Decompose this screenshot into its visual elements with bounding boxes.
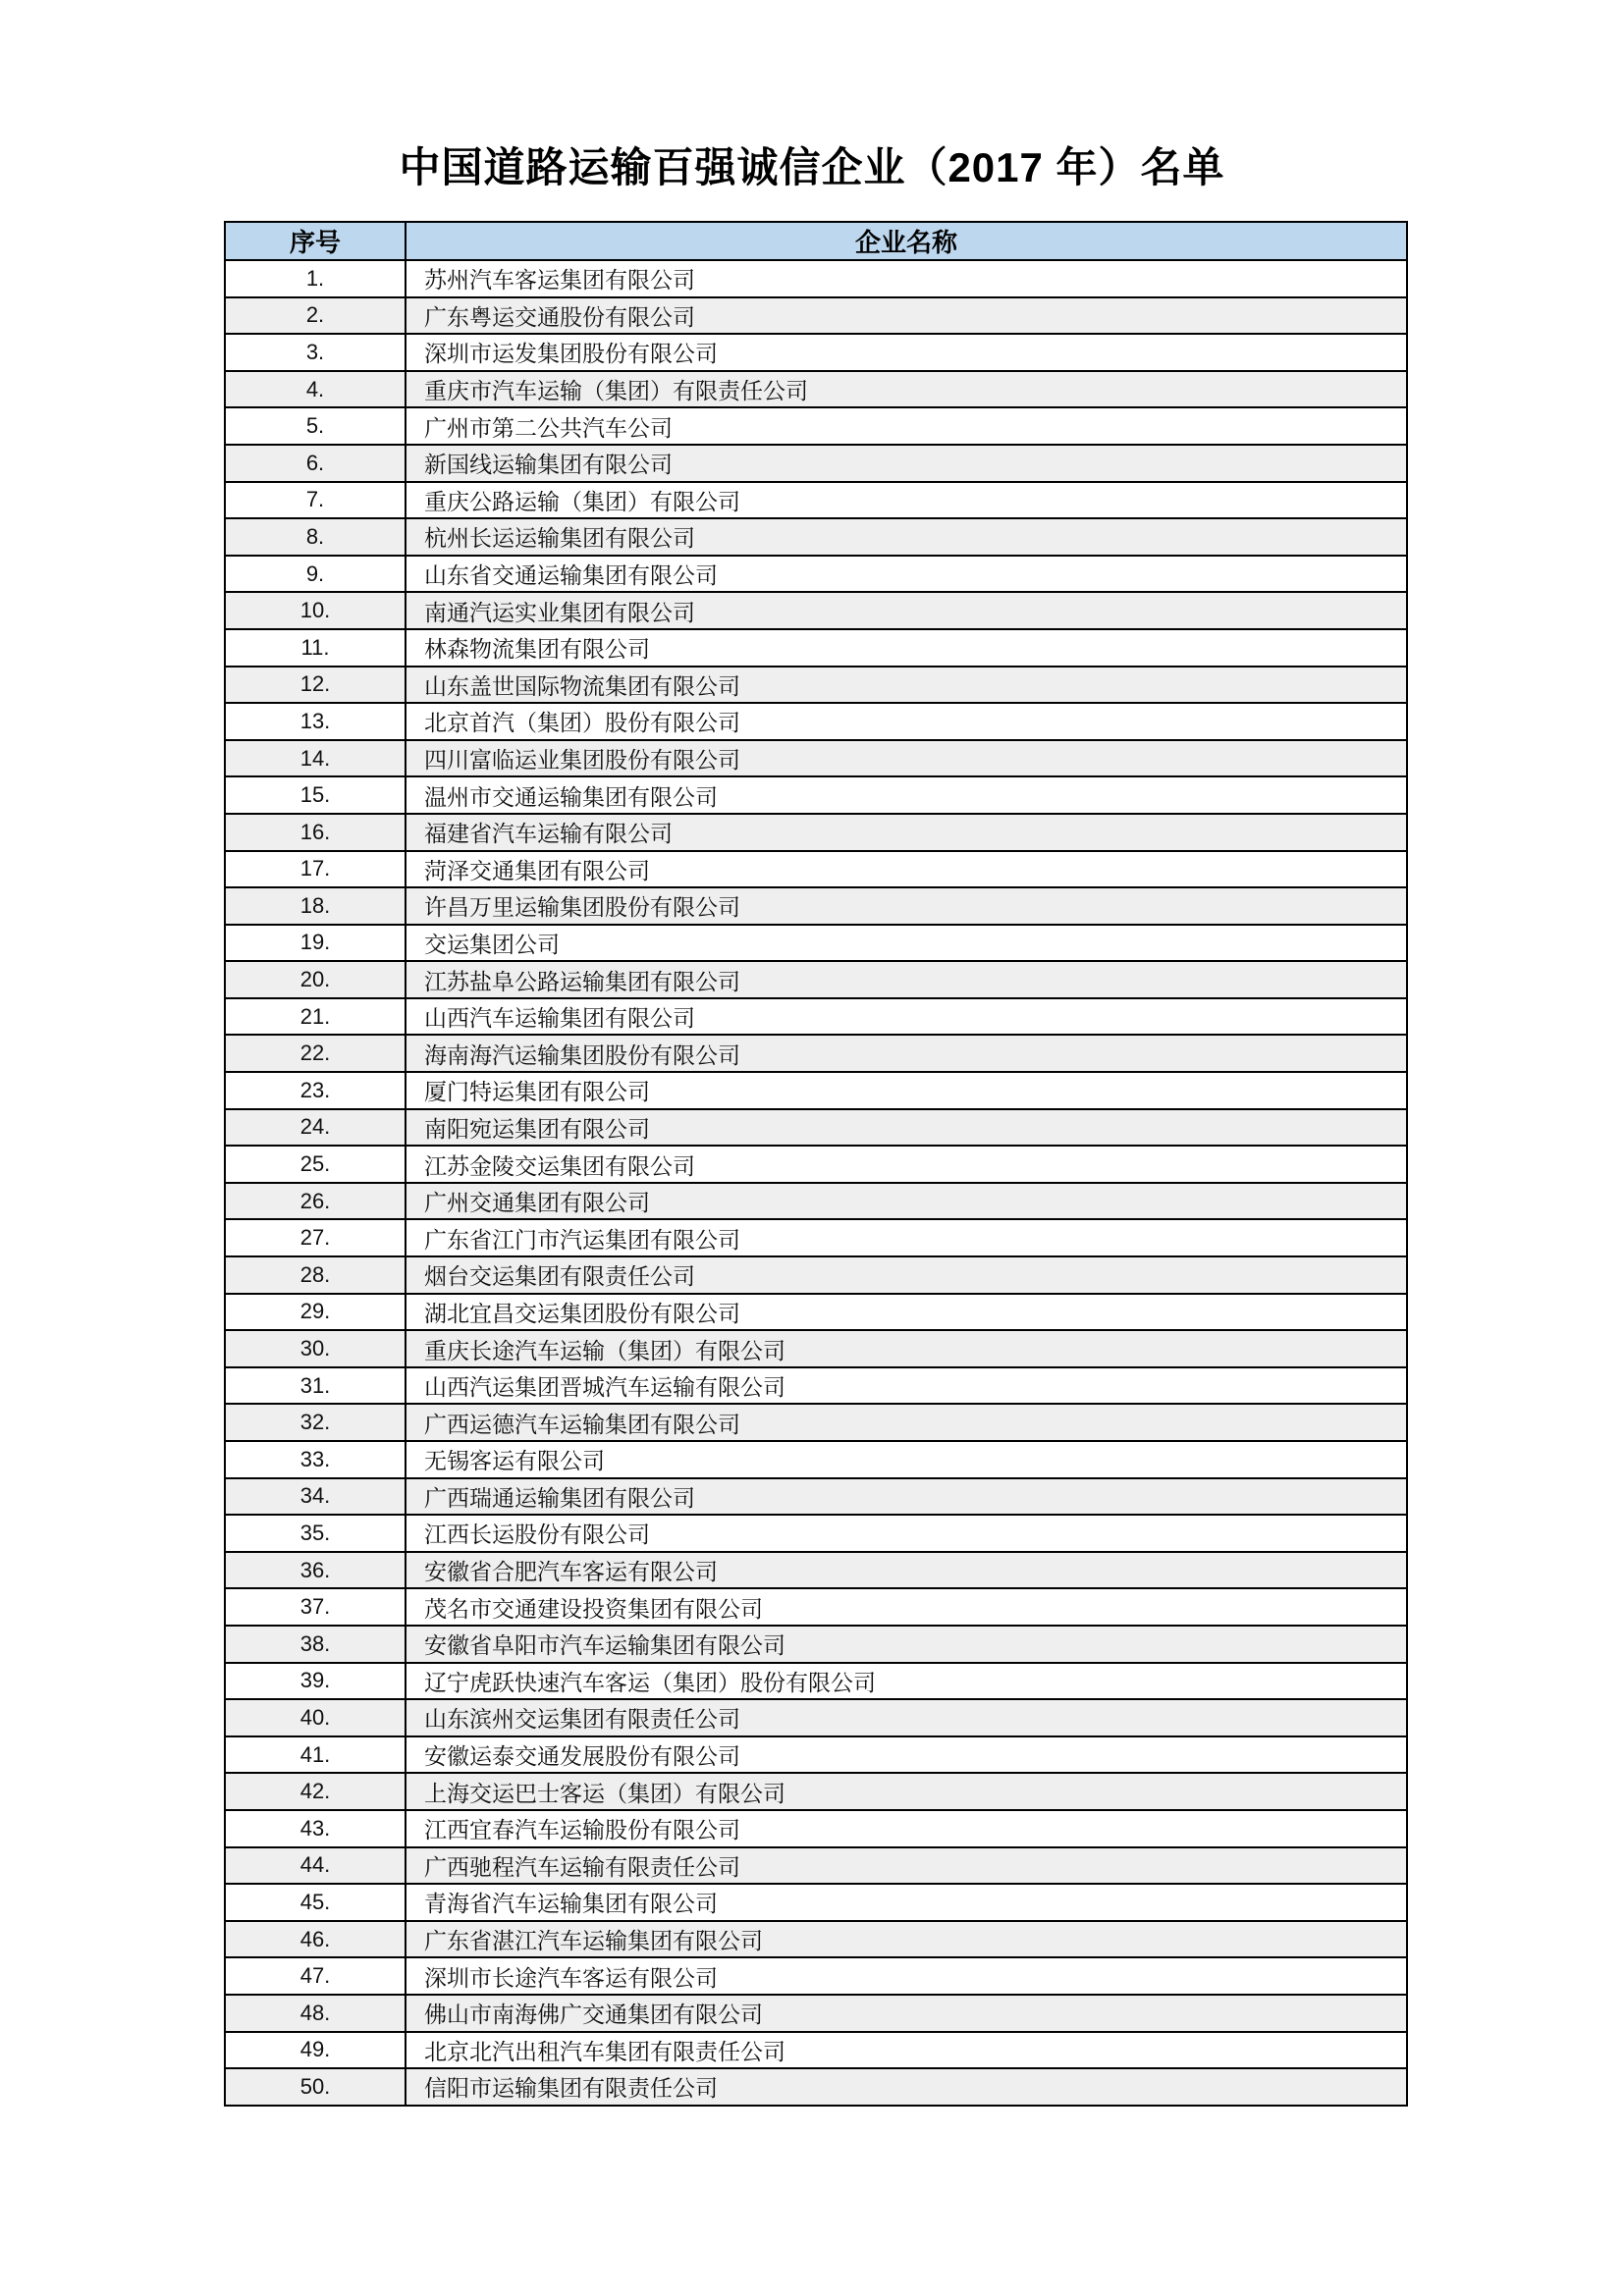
- serial-number-cell: 22.: [225, 1035, 406, 1072]
- company-name-cell: 信阳市运输集团有限责任公司: [406, 2068, 1407, 2106]
- company-name-cell: 辽宁虎跃快速汽车客运（集团）股份有限公司: [406, 1663, 1407, 1700]
- table-row: [225, 1035, 1407, 1072]
- table-row: [225, 925, 1407, 962]
- serial-number-cell: 18.: [225, 887, 406, 925]
- table-row: [225, 371, 1407, 408]
- company-name-cell: 许昌万里运输集团股份有限公司: [406, 887, 1407, 925]
- table-row: [225, 629, 1407, 667]
- company-name-cell: 安徽运泰交通发展股份有限公司: [406, 1736, 1407, 1774]
- serial-number-cell: 21.: [225, 998, 406, 1036]
- serial-number-cell: 45.: [225, 1884, 406, 1921]
- table-row: [225, 407, 1407, 445]
- table-row: [225, 1256, 1407, 1294]
- company-name-cell: 茂名市交通建设投资集团有限公司: [406, 1588, 1407, 1626]
- table-row: [225, 592, 1407, 629]
- table-row: [225, 1663, 1407, 1700]
- company-name-cell: 南通汽运实业集团有限公司: [406, 592, 1407, 629]
- serial-number-cell: 50.: [225, 2068, 406, 2106]
- company-name-cell: 广东省湛江汽车运输集团有限公司: [406, 1921, 1407, 1958]
- table-row: [225, 1367, 1407, 1405]
- serial-number-cell: 8.: [225, 518, 406, 556]
- table-row: [225, 297, 1407, 335]
- serial-number-cell: 43.: [225, 1810, 406, 1847]
- company-name-cell: 菏泽交通集团有限公司: [406, 851, 1407, 888]
- company-name-cell: 北京北汽出租汽车集团有限责任公司: [406, 2032, 1407, 2069]
- serial-number-cell: 9.: [225, 556, 406, 593]
- table-row: [225, 482, 1407, 519]
- table-row: [225, 1847, 1407, 1885]
- table-row: [225, 1995, 1407, 2032]
- company-name-cell: 四川富临运业集团股份有限公司: [406, 740, 1407, 777]
- serial-number-cell: 36.: [225, 1552, 406, 1589]
- serial-number-cell: 46.: [225, 1921, 406, 1958]
- company-name-cell: 交运集团公司: [406, 925, 1407, 962]
- table-row: [225, 1109, 1407, 1147]
- serial-number-cell: 47.: [225, 1957, 406, 1995]
- company-name-cell: 广西运德汽车运输集团有限公司: [406, 1404, 1407, 1441]
- header-serial-number: 序号: [225, 222, 406, 260]
- serial-number-cell: 12.: [225, 667, 406, 704]
- company-name-cell: 温州市交通运输集团有限公司: [406, 776, 1407, 814]
- serial-number-cell: 49.: [225, 2032, 406, 2069]
- company-name-cell: 重庆公路运输（集团）有限公司: [406, 482, 1407, 519]
- serial-number-cell: 30.: [225, 1330, 406, 1367]
- table-body: [225, 260, 1407, 2106]
- serial-number-cell: 4.: [225, 371, 406, 408]
- serial-number-cell: 20.: [225, 961, 406, 998]
- company-name-cell: 广州市第二公共汽车公司: [406, 407, 1407, 445]
- company-name-cell: 青海省汽车运输集团有限公司: [406, 1884, 1407, 1921]
- table-row: [225, 1957, 1407, 1995]
- company-name-cell: 山东省交通运输集团有限公司: [406, 556, 1407, 593]
- table-row: [225, 1773, 1407, 1810]
- serial-number-cell: 29.: [225, 1294, 406, 1331]
- table-row: [225, 887, 1407, 925]
- table-row: [225, 776, 1407, 814]
- company-name-cell: 苏州汽车客运集团有限公司: [406, 260, 1407, 297]
- table-row: [225, 1552, 1407, 1589]
- serial-number-cell: 1.: [225, 260, 406, 297]
- company-name-cell: 湖北宜昌交运集团股份有限公司: [406, 1294, 1407, 1331]
- company-name-cell: 山西汽车运输集团有限公司: [406, 998, 1407, 1036]
- serial-number-cell: 44.: [225, 1847, 406, 1885]
- company-name-cell: 林森物流集团有限公司: [406, 629, 1407, 667]
- serial-number-cell: 33.: [225, 1441, 406, 1478]
- company-name-cell: 南阳宛运集团有限公司: [406, 1109, 1407, 1147]
- table-row: [225, 1884, 1407, 1921]
- company-name-cell: 安徽省阜阳市汽车运输集团有限公司: [406, 1626, 1407, 1663]
- serial-number-cell: 10.: [225, 592, 406, 629]
- table-row: [225, 740, 1407, 777]
- serial-number-cell: 23.: [225, 1072, 406, 1109]
- company-name-cell: 福建省汽车运输有限公司: [406, 814, 1407, 851]
- table-row: [225, 1183, 1407, 1220]
- table-row: [225, 1515, 1407, 1552]
- serial-number-cell: 5.: [225, 407, 406, 445]
- company-name-cell: 山东盖世国际物流集团有限公司: [406, 667, 1407, 704]
- company-name-cell: 江西长运股份有限公司: [406, 1515, 1407, 1552]
- serial-number-cell: 25.: [225, 1146, 406, 1183]
- company-name-cell: 山东滨州交运集团有限责任公司: [406, 1699, 1407, 1736]
- company-name-cell: 重庆长途汽车运输（集团）有限公司: [406, 1330, 1407, 1367]
- table-row: [225, 1146, 1407, 1183]
- company-name-cell: 江西宜春汽车运输股份有限公司: [406, 1810, 1407, 1847]
- table-row: [225, 2068, 1407, 2106]
- company-name-cell: 广西瑞通运输集团有限公司: [406, 1478, 1407, 1516]
- serial-number-cell: 34.: [225, 1478, 406, 1516]
- page-title: 中国道路运输百强诚信企业（2017 年）名单: [399, 144, 1225, 190]
- table-row: [225, 1736, 1407, 1774]
- serial-number-cell: 16.: [225, 814, 406, 851]
- table-row: [225, 1404, 1407, 1441]
- company-name-cell: 重庆市汽车运输（集团）有限责任公司: [406, 371, 1407, 408]
- company-name-cell: 广州交通集团有限公司: [406, 1183, 1407, 1220]
- table-header-row: [225, 222, 1407, 260]
- table-row: [225, 1294, 1407, 1331]
- company-name-cell: 海南海汽运输集团股份有限公司: [406, 1035, 1407, 1072]
- table-row: [225, 1921, 1407, 1958]
- table-row: [225, 445, 1407, 482]
- table-row: [225, 1441, 1407, 1478]
- table-row: [225, 961, 1407, 998]
- company-name-cell: 广东省江门市汽运集团有限公司: [406, 1219, 1407, 1256]
- serial-number-cell: 7.: [225, 482, 406, 519]
- table-row: [225, 998, 1407, 1036]
- company-name-cell: 佛山市南海佛广交通集团有限公司: [406, 1995, 1407, 2032]
- table-row: [225, 703, 1407, 740]
- table-row: [225, 851, 1407, 888]
- company-name-cell: 广东粤运交通股份有限公司: [406, 297, 1407, 335]
- table-row: [225, 1219, 1407, 1256]
- serial-number-cell: 11.: [225, 629, 406, 667]
- header-company-name: 企业名称: [406, 222, 1407, 260]
- table-row: [225, 1810, 1407, 1847]
- serial-number-cell: 13.: [225, 703, 406, 740]
- serial-number-cell: 42.: [225, 1773, 406, 1810]
- company-name-cell: 杭州长运运输集团有限公司: [406, 518, 1407, 556]
- serial-number-cell: 3.: [225, 334, 406, 371]
- table-row: [225, 334, 1407, 371]
- serial-number-cell: 37.: [225, 1588, 406, 1626]
- serial-number-cell: 38.: [225, 1626, 406, 1663]
- table-row: [225, 1072, 1407, 1109]
- table-row: [225, 1626, 1407, 1663]
- serial-number-cell: 28.: [225, 1256, 406, 1294]
- table-row: [225, 667, 1407, 704]
- company-name-cell: 厦门特运集团有限公司: [406, 1072, 1407, 1109]
- company-name-cell: 江苏盐阜公路运输集团有限公司: [406, 961, 1407, 998]
- serial-number-cell: 40.: [225, 1699, 406, 1736]
- serial-number-cell: 39.: [225, 1663, 406, 1700]
- serial-number-cell: 14.: [225, 740, 406, 777]
- serial-number-cell: 48.: [225, 1995, 406, 2032]
- serial-number-cell: 41.: [225, 1736, 406, 1774]
- table-row: [225, 1330, 1407, 1367]
- serial-number-cell: 15.: [225, 776, 406, 814]
- company-name-cell: 江苏金陵交运集团有限公司: [406, 1146, 1407, 1183]
- serial-number-cell: 6.: [225, 445, 406, 482]
- table-row: [225, 2032, 1407, 2069]
- table-row: [225, 518, 1407, 556]
- serial-number-cell: 35.: [225, 1515, 406, 1552]
- serial-number-cell: 26.: [225, 1183, 406, 1220]
- company-name-cell: 新国线运输集团有限公司: [406, 445, 1407, 482]
- company-table: [224, 221, 1408, 2107]
- serial-number-cell: 27.: [225, 1219, 406, 1256]
- company-name-cell: 上海交运巴士客运（集团）有限公司: [406, 1773, 1407, 1810]
- company-name-cell: 烟台交运集团有限责任公司: [406, 1256, 1407, 1294]
- serial-number-cell: 24.: [225, 1109, 406, 1147]
- table-row: [225, 1478, 1407, 1516]
- serial-number-cell: 19.: [225, 925, 406, 962]
- company-name-cell: 深圳市长途汽车客运有限公司: [406, 1957, 1407, 1995]
- table-row: [225, 556, 1407, 593]
- company-name-cell: 无锡客运有限公司: [406, 1441, 1407, 1478]
- company-name-cell: 广西驰程汽车运输有限责任公司: [406, 1847, 1407, 1885]
- table-row: [225, 1588, 1407, 1626]
- table-row: [225, 260, 1407, 297]
- company-name-cell: 深圳市运发集团股份有限公司: [406, 334, 1407, 371]
- table-row: [225, 1699, 1407, 1736]
- company-name-cell: 安徽省合肥汽车客运有限公司: [406, 1552, 1407, 1589]
- table-row: [225, 814, 1407, 851]
- company-name-cell: 北京首汽（集团）股份有限公司: [406, 703, 1407, 740]
- serial-number-cell: 31.: [225, 1367, 406, 1405]
- serial-number-cell: 17.: [225, 851, 406, 888]
- serial-number-cell: 2.: [225, 297, 406, 335]
- company-name-cell: 山西汽运集团晋城汽车运输有限公司: [406, 1367, 1407, 1405]
- serial-number-cell: 32.: [225, 1404, 406, 1441]
